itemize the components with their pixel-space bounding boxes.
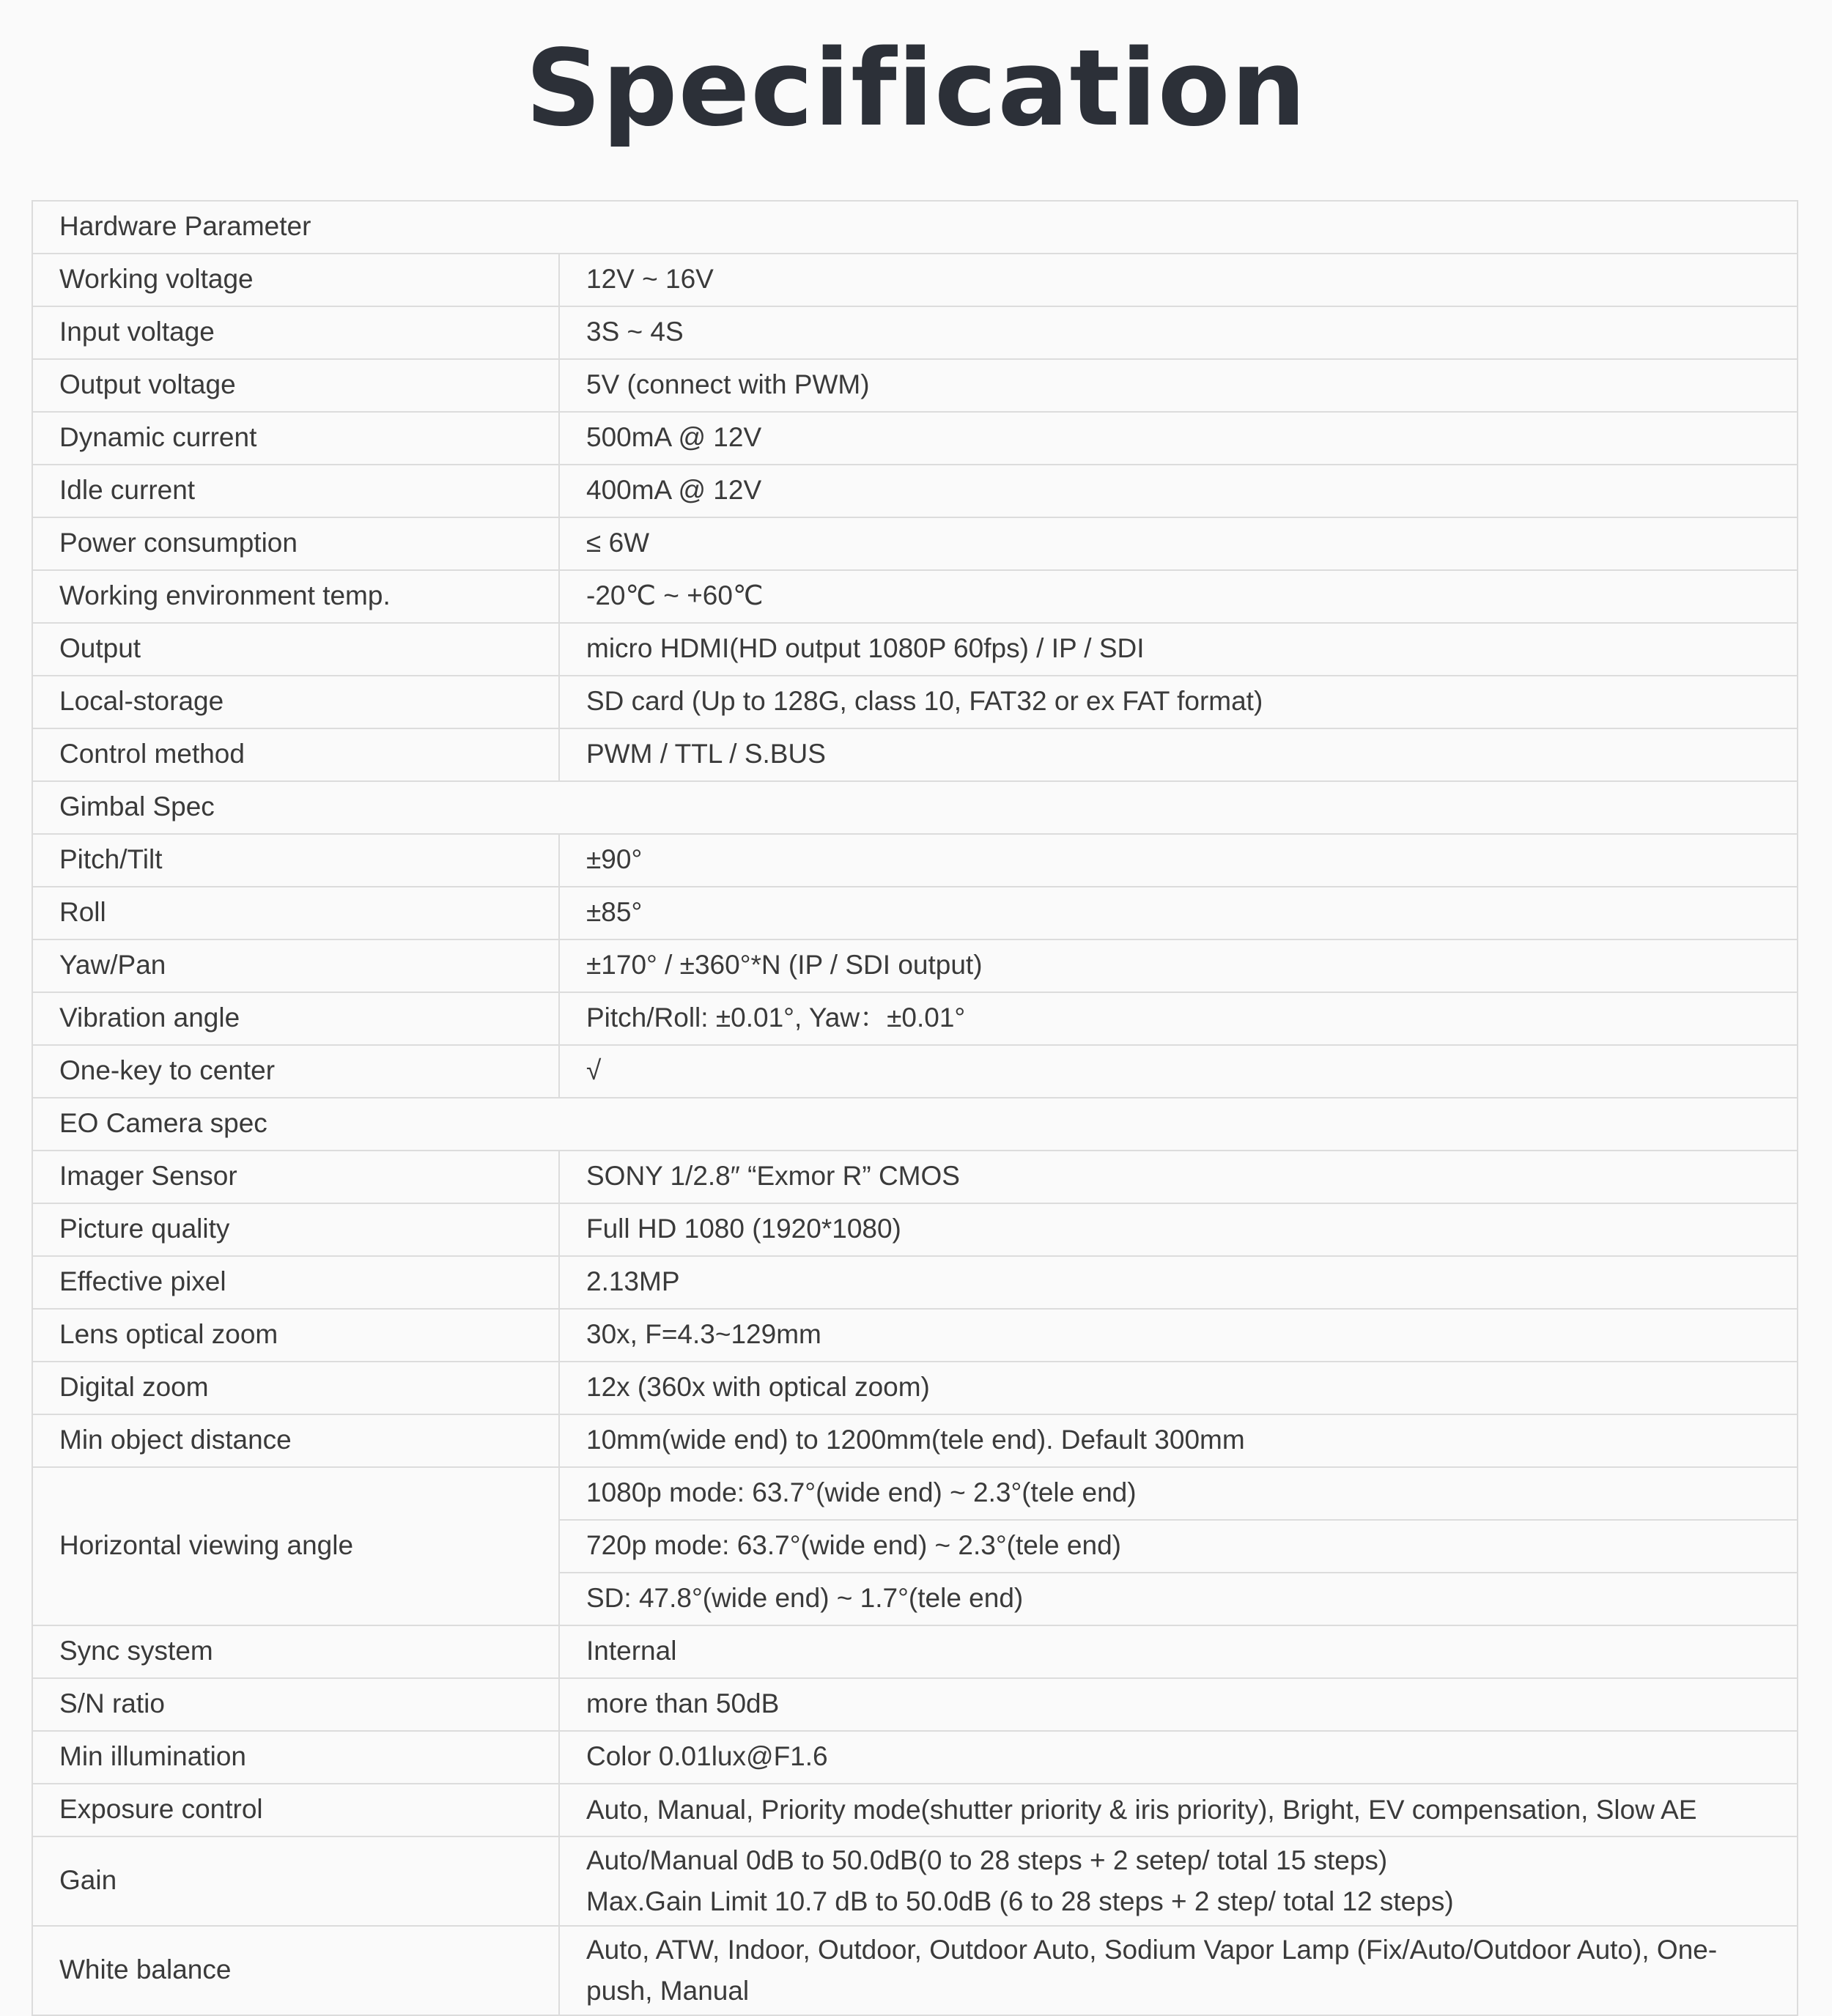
section-header-row	[32, 201, 1798, 254]
table-row	[32, 1309, 1798, 1362]
section-header-row	[32, 1098, 1798, 1151]
table-row	[32, 728, 1798, 781]
table-row	[32, 1836, 1798, 1926]
table-row	[32, 834, 1798, 887]
spec-label: Working voltage	[32, 254, 559, 306]
spec-label: Digital zoom	[32, 1362, 559, 1414]
table-row	[32, 1362, 1798, 1414]
section-heading: Hardware Parameter	[32, 201, 1798, 254]
spec-value: ≤ 6W	[559, 517, 1798, 570]
spec-value: Full HD 1080 (1920*1080)	[559, 1203, 1798, 1256]
table-row	[32, 1414, 1798, 1467]
spec-label: Effective pixel	[32, 1256, 559, 1309]
spec-value: ±170° / ±360°*N (IP / SDI output)	[559, 939, 1798, 992]
spec-label: Picture quality	[32, 1203, 559, 1256]
spec-label: Vibration angle	[32, 992, 559, 1045]
table-row	[32, 939, 1798, 992]
spec-value: Pitch/Roll: ±0.01°, Yaw：±0.01°	[559, 992, 1798, 1045]
table-row	[32, 1203, 1798, 1256]
spec-value: ±85°	[559, 887, 1798, 939]
spec-value: ±90°	[559, 834, 1798, 887]
spec-value: 2.13MP	[559, 1256, 1798, 1309]
spec-label: S/N ratio	[32, 1678, 559, 1731]
table-row	[32, 359, 1798, 412]
section-header-row	[32, 781, 1798, 834]
spec-value: 30x, F=4.3~129mm	[559, 1309, 1798, 1362]
spec-value: micro HDMI(HD output 1080P 60fps) / IP / SDI	[559, 623, 1798, 676]
spec-value: 5V (connect with PWM)	[559, 359, 1798, 412]
spec-value	[559, 1836, 1798, 1926]
spec-label: Exposure control	[32, 1784, 559, 1836]
spec-label: Sync system	[32, 1625, 559, 1678]
table-row	[32, 412, 1798, 465]
section-heading: EO Camera spec	[32, 1098, 1798, 1151]
table-row	[32, 254, 1798, 306]
spec-label: Working environment temp.	[32, 570, 559, 623]
spec-label: Power consumption	[32, 517, 559, 570]
spec-value: Internal	[559, 1625, 1798, 1678]
spec-label: Min object distance	[32, 1414, 559, 1467]
spec-value: 1080p mode: 63.7°(wide end) ~ 2.3°(tele end)	[559, 1467, 1798, 1520]
spec-value: SD: 47.8°(wide end) ~ 1.7°(tele end)	[559, 1573, 1798, 1625]
table-row	[32, 1926, 1798, 2015]
spec-value: PWM / TTL / S.BUS	[559, 728, 1798, 781]
table-row	[32, 1467, 1798, 1520]
spec-value: 720p mode: 63.7°(wide end) ~ 2.3°(tele end)	[559, 1520, 1798, 1573]
spec-table-body	[32, 201, 1798, 2015]
spec-value-line: Max.Gain Limit 10.7 dB to 50.0dB (6 to 28 steps + 2 step/ total 12 steps)	[586, 1886, 1454, 1916]
spec-label: Input voltage	[32, 306, 559, 359]
spec-label: Idle current	[32, 465, 559, 517]
spec-label: Yaw/Pan	[32, 939, 559, 992]
spec-value: 12x (360x with optical zoom)	[559, 1362, 1798, 1414]
spec-label: Local-storage	[32, 676, 559, 728]
table-row	[32, 517, 1798, 570]
spec-label: Imager Sensor	[32, 1151, 559, 1203]
spec-label: White balance	[32, 1926, 559, 2015]
spec-label: Horizontal viewing angle	[32, 1467, 559, 1625]
spec-label: Output voltage	[32, 359, 559, 412]
table-row	[32, 676, 1798, 728]
table-row	[32, 1625, 1798, 1678]
spec-label: Dynamic current	[32, 412, 559, 465]
spec-label: Control method	[32, 728, 559, 781]
spec-value: Auto, Manual, Priority mode(shutter priority & iris priority), Bright, EV compensation, Slow AE	[559, 1784, 1798, 1836]
spec-label: Pitch/Tilt	[32, 834, 559, 887]
spec-value: 12V ~ 16V	[559, 254, 1798, 306]
spec-label: Lens optical zoom	[32, 1309, 559, 1362]
spec-value: more than 50dB	[559, 1678, 1798, 1731]
spec-value: 3S ~ 4S	[559, 306, 1798, 359]
table-row	[32, 887, 1798, 939]
section-heading: Gimbal Spec	[32, 781, 1798, 834]
spec-value: √	[559, 1045, 1798, 1098]
spec-table	[32, 200, 1798, 2016]
table-row	[32, 1151, 1798, 1203]
spec-value: Color 0.01lux@F1.6	[559, 1731, 1798, 1784]
table-row	[32, 1045, 1798, 1098]
table-row	[32, 1678, 1798, 1731]
spec-label: Output	[32, 623, 559, 676]
spec-value: Auto, ATW, Indoor, Outdoor, Outdoor Auto, Sodium Vapor Lamp (Fix/Auto/Outdoor Auto), One-push, Manual	[559, 1926, 1798, 2015]
table-row	[32, 992, 1798, 1045]
table-row	[32, 306, 1798, 359]
table-row	[32, 570, 1798, 623]
table-row	[32, 1256, 1798, 1309]
spec-value: SONY 1/2.8″ “Exmor R” CMOS	[559, 1151, 1798, 1203]
table-row	[32, 1731, 1798, 1784]
spec-label: Min illumination	[32, 1731, 559, 1784]
spec-label: Gain	[32, 1836, 559, 1926]
table-row	[32, 623, 1798, 676]
spec-label: One-key to center	[32, 1045, 559, 1098]
spec-value-line: Auto/Manual 0dB to 50.0dB(0 to 28 steps + 2 setep/ total 15 steps)	[586, 1845, 1388, 1875]
page-title: Specification	[525, 26, 1307, 149]
spec-value: 10mm(wide end) to 1200mm(tele end). Default 300mm	[559, 1414, 1798, 1467]
spec-value: -20℃ ~ +60℃	[559, 570, 1798, 623]
table-row	[32, 465, 1798, 517]
spec-value: SD card (Up to 128G, class 10, FAT32 or ex FAT format)	[559, 676, 1798, 728]
spec-value: 500mA @ 12V	[559, 412, 1798, 465]
table-row	[32, 1784, 1798, 1836]
spec-value: 400mA @ 12V	[559, 465, 1798, 517]
spec-label: Roll	[32, 887, 559, 939]
